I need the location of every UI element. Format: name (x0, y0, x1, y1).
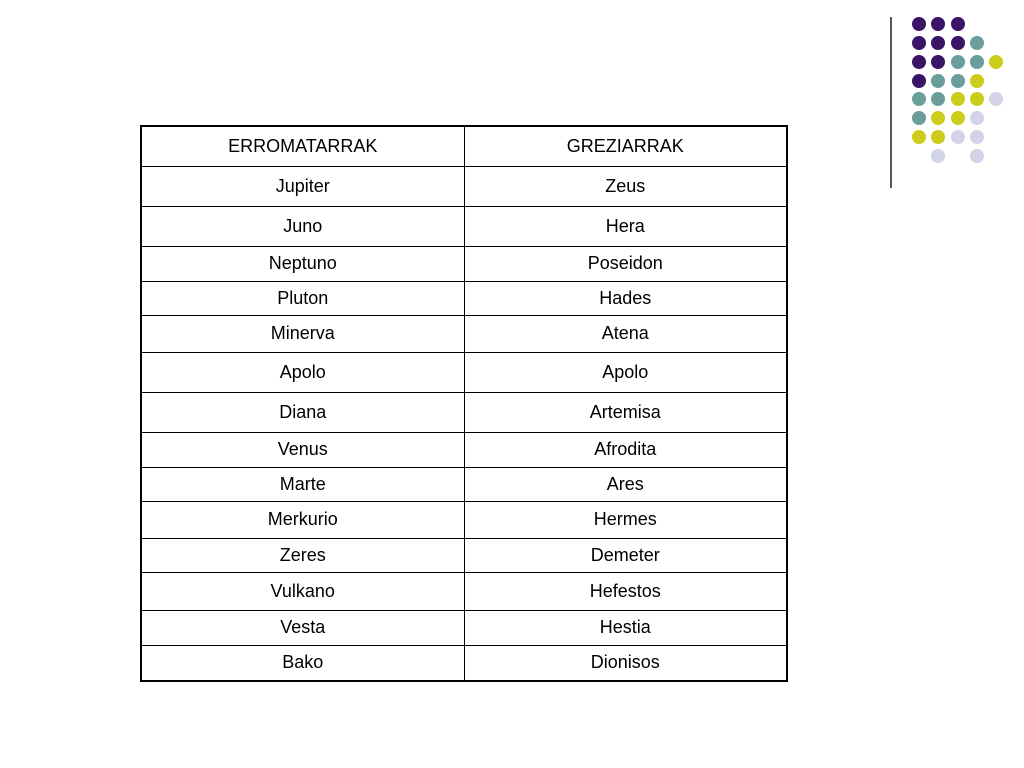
table-row (141, 352, 787, 392)
decorative-dot (989, 92, 1003, 106)
decorative-dot (970, 111, 984, 125)
decorative-dot (912, 55, 926, 69)
roman-god: Vulkano (141, 572, 464, 610)
gods-table (140, 125, 788, 682)
decorative-dot (951, 74, 965, 88)
roman-god: Merkurio (141, 501, 464, 538)
table-row (141, 501, 787, 538)
roman-god: Diana (141, 392, 464, 432)
decorative-dot-grid (912, 17, 1002, 165)
roman-god: Apolo (141, 352, 464, 392)
decorative-dot (970, 74, 984, 88)
decorative-dot (951, 55, 965, 69)
table-row (141, 432, 787, 467)
decorative-dot (951, 36, 965, 50)
table-row (141, 392, 787, 432)
greek-god: Afrodita (464, 432, 787, 467)
table-row (141, 645, 787, 681)
decorative-dot (931, 130, 945, 144)
roman-god: Juno (141, 206, 464, 246)
header-roman: ERROMATARRAK (141, 126, 464, 166)
decorative-dot (912, 111, 926, 125)
decorative-dot (931, 92, 945, 106)
table-row (141, 467, 787, 501)
table-row (141, 206, 787, 246)
greek-god: Hermes (464, 501, 787, 538)
roman-god: Neptuno (141, 246, 464, 281)
greek-god: Atena (464, 315, 787, 352)
decorative-dot (951, 92, 965, 106)
table-row (141, 572, 787, 610)
greek-god: Dionisos (464, 645, 787, 681)
decorative-dot (951, 17, 965, 31)
header-greek: GREZIARRAK (464, 126, 787, 166)
greek-god: Hades (464, 281, 787, 315)
decorative-dot (931, 55, 945, 69)
decorative-dot (951, 111, 965, 125)
roman-god: Minerva (141, 315, 464, 352)
decorative-vertical-line (890, 17, 892, 188)
decorative-dot (931, 111, 945, 125)
roman-god: Venus (141, 432, 464, 467)
decorative-dot (970, 130, 984, 144)
decorative-dot (931, 74, 945, 88)
roman-god: Jupiter (141, 166, 464, 206)
decorative-dot (970, 36, 984, 50)
table-row (141, 166, 787, 206)
roman-god: Bako (141, 645, 464, 681)
table-row (141, 281, 787, 315)
decorative-dot (912, 74, 926, 88)
decorative-dot (912, 92, 926, 106)
decorative-dot (989, 55, 1003, 69)
greek-god: Demeter (464, 538, 787, 572)
decorative-dot (912, 17, 926, 31)
greek-god: Zeus (464, 166, 787, 206)
table-row (141, 315, 787, 352)
greek-god: Apolo (464, 352, 787, 392)
decorative-dot (970, 149, 984, 163)
decorative-dot (931, 36, 945, 50)
greek-god: Artemisa (464, 392, 787, 432)
greek-god: Hestia (464, 610, 787, 645)
decorative-dot (951, 130, 965, 144)
roman-god: Pluton (141, 281, 464, 315)
decorative-dot (970, 55, 984, 69)
table-row (141, 538, 787, 572)
decorative-dot (931, 17, 945, 31)
decorative-dot (931, 149, 945, 163)
greek-god: Ares (464, 467, 787, 501)
greek-god: Poseidon (464, 246, 787, 281)
greek-god: Hera (464, 206, 787, 246)
table-row (141, 610, 787, 645)
table-header-row (141, 126, 787, 166)
greek-god: Hefestos (464, 572, 787, 610)
decorative-dot (912, 36, 926, 50)
table-row (141, 246, 787, 281)
roman-god: Marte (141, 467, 464, 501)
roman-god: Vesta (141, 610, 464, 645)
decorative-dot (970, 92, 984, 106)
roman-god: Zeres (141, 538, 464, 572)
decorative-dot (912, 130, 926, 144)
